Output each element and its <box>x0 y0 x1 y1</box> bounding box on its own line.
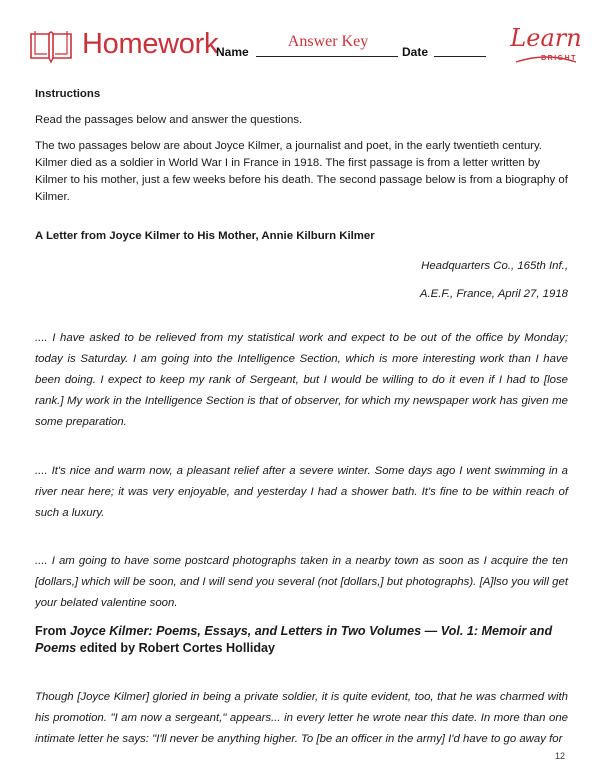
instructions-line-2: The two passages below are about Joyce Kilmer, a journalist and poet, in the early twentieth century. Kilmer died as a soldier in World War I in France in 1918. The first passage is from a letter written by Kilmer to his mother, just a few weeks before his death. The second passage below is from a biography of Kilmer. <box>35 140 568 203</box>
instructions-heading: Instructions <box>35 88 101 100</box>
page-header <box>0 0 600 80</box>
letter-paragraph: .... I have asked to be relieved from my statistical work and expect to be out of the office by Monday; today is Saturday. I am going into the Intelligence Section, which is more interesting work than I have been doing. I expect to keep my rank of Sergeant, but I would be willing to do it even if I had to [lose rank.] My work in the Intelligence Section is that of observer, for which my newspaper work has given me some preparation. <box>35 332 568 428</box>
biography-heading-prefix: From <box>35 624 70 638</box>
name-field-value: Answer Key <box>287 33 369 50</box>
letter-paragraph: .... It's nice and warm now, a pleasant relief after a severe winter. Some days ago I went swimming in a river near here; it was very enjoyable, and yesterday I had a shower bath. It's fine to be within reach of such a luxury. <box>35 465 568 519</box>
letter-address-line-1: Headquarters Co., 165th Inf., <box>421 260 568 272</box>
instructions-line-1: Read the passages below and answer the questions. <box>35 114 303 126</box>
biography-book-title: Joyce Kilmer: Poems, Essays, and Letters in Two Volumes — Vol. 1: Memoir and Poems <box>35 624 553 655</box>
date-field-line[interactable] <box>434 56 486 57</box>
letter-heading: A Letter from Joyce Kilmer to His Mother, Annie Kilburn Kilmer <box>35 230 375 242</box>
biography-paragraph: Though [Joyce Kilmer] gloried in being a private soldier, it is quite evident, too, that he was charmed with his promotion. "I am now a sergeant," appears... in every letter he wrote near this date. In more than one intimate letter he says: "I'll never be anything higher. To [be an officer in the army] I'd have to go away for <box>35 691 568 745</box>
name-field-line[interactable] <box>256 56 398 57</box>
letter-address-line-2: A.E.F., France, April 27, 1918 <box>419 288 568 300</box>
learn-bright-logo: Learn <box>510 24 582 52</box>
page-number: 12 <box>555 751 566 761</box>
biography-heading-suffix: edited by Robert Cortes Holliday <box>76 641 276 655</box>
biography-heading <box>35 623 568 657</box>
name-label: Name <box>216 45 249 59</box>
learn-bright-logo-subtext: BRIGHT <box>541 55 577 62</box>
letter-paragraph: .... I am going to have some postcard photographs taken in a nearby town as soon as I acquire the ten [dollars,] which will be soon, and I will send you several (not [dollars,] but photographs). [A]lso you will get your belated valentine soon. <box>35 555 568 609</box>
date-label: Date <box>402 45 429 59</box>
homework-title: Homework <box>82 28 219 60</box>
worksheet-content <box>35 86 568 750</box>
open-book-icon <box>28 24 74 64</box>
